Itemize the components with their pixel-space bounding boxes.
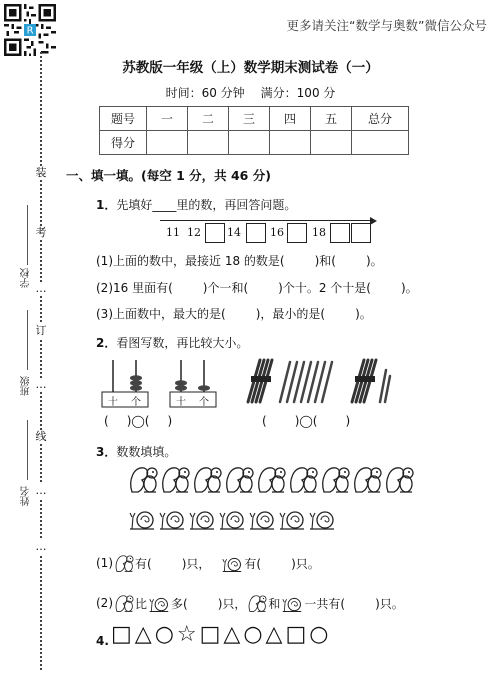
stick-bundles <box>242 356 392 406</box>
score-table-header: 题号 <box>100 107 147 131</box>
q1-number: 1． <box>96 198 117 212</box>
q4-shape-sequence: □△○☆□△○△□○ <box>111 622 332 647</box>
q1-sub2 <box>96 279 418 296</box>
q3-sub1-c: )只， <box>181 556 211 571</box>
q1-sub3-a: (3)上面数中，最大的是( <box>96 307 226 321</box>
q1-sub2-b: )个一和( <box>202 281 249 295</box>
number-line-box[interactable] <box>330 223 350 243</box>
q1-sub3-b: )，最小的是( <box>255 307 326 321</box>
snail-icon <box>220 553 244 573</box>
q1-text-b: 里的数，再回答问题。 <box>176 198 297 212</box>
qr-code <box>4 4 56 56</box>
q3-sub2-a: (2) <box>96 596 113 610</box>
score-cell[interactable] <box>352 131 409 155</box>
score-table-header-row <box>100 107 409 131</box>
score-cell[interactable] <box>229 131 270 155</box>
abacus-tens-label: 十 <box>176 397 186 408</box>
score-table-header: 五 <box>311 107 352 131</box>
number-line-axis <box>160 220 374 221</box>
exam-meta <box>0 84 501 101</box>
squirrel-icon <box>113 552 135 574</box>
qr-center-logo: R <box>26 25 34 37</box>
school-blank[interactable] <box>27 205 28 265</box>
score-cell[interactable] <box>270 131 311 155</box>
number-line-box[interactable] <box>287 223 307 243</box>
q1-sub3 <box>96 305 372 322</box>
margin-char-xian: 线 <box>33 430 49 444</box>
score-table <box>99 106 409 155</box>
margin-char-dot: … <box>33 484 49 498</box>
score-table-header: 三 <box>229 107 270 131</box>
compare-circle[interactable]: )◯( <box>294 414 318 428</box>
score-cell[interactable] <box>188 131 229 155</box>
number-line-value: 14 <box>227 226 241 239</box>
margin-char-dot: … <box>33 540 49 554</box>
q3-number: 3． <box>96 445 117 459</box>
score-table-header: 四 <box>270 107 311 131</box>
q3-instruction: 数数填填。 <box>116 445 177 459</box>
number-line <box>160 218 376 248</box>
snail-row <box>128 505 338 535</box>
snail-icon <box>147 593 171 613</box>
number-line-box[interactable] <box>246 223 266 243</box>
header-note: 更多请关注“数学与奥数”微信公众号 <box>286 18 487 33</box>
snail-icon <box>280 593 304 613</box>
q3-sub1-d: 有( <box>244 556 262 571</box>
class-label: 班级 <box>21 376 32 396</box>
margin-char-ding: 订 <box>33 324 49 338</box>
q3-sub1-a: (1) <box>96 556 113 570</box>
margin-char-kao: 考 <box>33 226 49 240</box>
section1-title: 一、填一填。(每空 1 分，共 46 分) <box>66 168 271 183</box>
qr-code-graphic <box>4 4 56 56</box>
number-line-value: 11 <box>166 226 180 239</box>
q3-text <box>96 443 176 460</box>
squirrel-icon <box>246 592 268 614</box>
abacus-ones-label: 个 <box>131 397 141 408</box>
q2-instruction: 看图写数，再比较大小。 <box>116 336 249 350</box>
abacus-ones-label: 个 <box>199 397 209 408</box>
compare-circle[interactable]: )◯( <box>126 414 150 428</box>
q1-sub2-c: )个十。2 个十是( <box>278 281 371 295</box>
full-score: 满分：100 分 <box>260 86 336 100</box>
q2-number: 2． <box>96 336 117 350</box>
name-label: 姓名 <box>21 486 32 506</box>
stick-bundles-graphic <box>242 356 392 406</box>
q3-sub1-e: )只。 <box>291 556 320 571</box>
compare-paren-left: ( <box>262 414 267 428</box>
q1-sub2-d: )。 <box>400 281 418 295</box>
score-table-header: 总分 <box>352 107 409 131</box>
margin-char-dot: … <box>33 378 49 392</box>
margin-char-dot: … <box>33 282 49 296</box>
compare-row-2 <box>262 414 350 428</box>
number-line-box[interactable] <box>205 223 225 243</box>
margin-char-zhuang: 装 <box>33 166 49 180</box>
score-table-header: 一 <box>147 107 188 131</box>
number-line-value: 12 <box>187 226 201 239</box>
score-cell[interactable] <box>147 131 188 155</box>
class-blank[interactable] <box>27 310 28 370</box>
compare-paren-right: ) <box>167 414 173 428</box>
compare-paren-left: ( <box>104 414 109 428</box>
q3-sub1 <box>96 552 320 574</box>
abacus-tens-label: 十 <box>108 397 118 408</box>
q3-sub2-b: 比 <box>135 596 148 611</box>
abacus-2 <box>168 356 220 410</box>
number-line-value: 18 <box>312 226 326 239</box>
q3-sub2 <box>96 592 404 614</box>
q3-sub2-f: 一共有( <box>304 596 346 611</box>
abacus-1 <box>100 356 152 410</box>
q1-blank-symbol: ____ <box>152 198 177 212</box>
binding-dotted-line <box>40 52 42 670</box>
q3-sub2-d: )只， <box>217 596 247 611</box>
time-limit: 时间：60 分钟 <box>165 86 245 100</box>
q3-sub2-g: )只。 <box>375 596 404 611</box>
q2-text <box>96 334 248 351</box>
q4-number: 4. <box>96 634 109 648</box>
compare-row-1 <box>104 414 172 428</box>
q1-text-a: 先填好 <box>116 198 153 212</box>
score-cell[interactable] <box>311 131 352 155</box>
compare-paren-right: ) <box>345 414 351 428</box>
school-label: 学校 <box>21 268 32 288</box>
q1-sub1 <box>96 252 383 269</box>
name-blank[interactable] <box>27 420 28 480</box>
q1-sub1-a: (1)上面的数中，最接近 18 的数是( <box>96 254 285 268</box>
number-line-box[interactable] <box>351 223 371 243</box>
number-line-arrow-icon <box>370 217 377 225</box>
q1-sub3-c: )。 <box>355 307 372 321</box>
q1-sub2-a: (2)16 里面有( <box>96 281 173 295</box>
q3-sub1-b: 有( <box>135 556 152 571</box>
q1-sub1-b: )和( <box>314 254 336 268</box>
q1-sub1-c: )。 <box>365 254 383 268</box>
q1-text <box>96 196 296 213</box>
snails-graphic <box>128 505 338 535</box>
score-row-label: 得分 <box>100 131 147 155</box>
squirrels-graphic <box>126 462 426 502</box>
score-table-header: 二 <box>188 107 229 131</box>
exam-title: 苏教版一年级（上）数学期末测试卷（一） <box>122 60 379 76</box>
q3-sub2-e: 和 <box>268 596 281 611</box>
squirrel-row <box>126 462 426 502</box>
score-table-score-row <box>100 131 409 155</box>
number-line-value: 16 <box>270 226 284 239</box>
squirrel-icon <box>113 592 135 614</box>
q3-sub2-c: 多( <box>171 596 188 611</box>
